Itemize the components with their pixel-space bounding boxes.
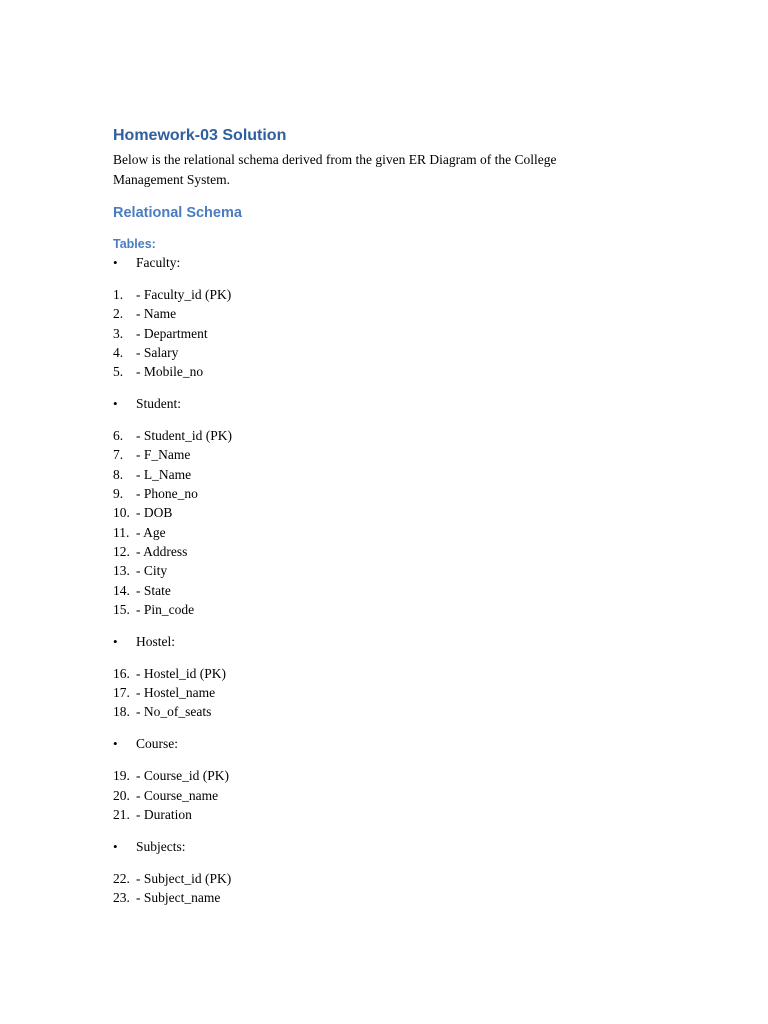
table-bullet-item (113, 632, 673, 651)
tables-list (113, 253, 673, 908)
table-name: Subjects: (136, 838, 186, 854)
field-name: - Hostel_id (PK) (136, 665, 226, 681)
field-list-item (113, 766, 673, 785)
bullet-icon: • (113, 255, 118, 270)
field-number: 20. (113, 787, 130, 803)
field-number: 9. (113, 486, 124, 502)
field-list-item (113, 362, 673, 381)
field-name: - Course_name (136, 787, 219, 803)
field-name: - Salary (136, 344, 179, 360)
field-number: 15. (113, 601, 130, 617)
field-list-item (113, 484, 673, 503)
field-name: - Faculty_id (PK) (136, 286, 232, 302)
field-list-item (113, 465, 673, 484)
field-name: - Age (136, 524, 166, 540)
field-number: 21. (113, 806, 130, 822)
field-list-item (113, 542, 673, 561)
table-name: Student: (136, 396, 182, 412)
field-number: 13. (113, 563, 130, 579)
field-list-item (113, 702, 673, 721)
table-bullet-item (113, 837, 673, 856)
bullet-icon: • (113, 396, 118, 412)
field-list-item (113, 600, 673, 619)
subsection-heading: Tables: (113, 237, 156, 251)
field-name: - Course_id (PK) (136, 768, 229, 784)
field-list-item (113, 805, 673, 824)
field-name: - DOB (136, 505, 173, 521)
field-number: 22. (113, 870, 130, 886)
field-number: 4. (113, 344, 124, 360)
field-list-item (113, 426, 673, 445)
field-list-item (113, 343, 673, 362)
field-name: - State (136, 582, 171, 598)
field-name: - Student_id (PK) (136, 428, 232, 444)
field-number: 2. (113, 306, 124, 322)
field-name: - Duration (136, 806, 192, 822)
field-list-item (113, 285, 673, 304)
field-list-item (113, 561, 673, 580)
field-number: 19. (113, 768, 130, 784)
field-name: - Subject_name (136, 890, 221, 906)
table-bullet-item (113, 394, 673, 413)
field-name: - Hostel_name (136, 685, 216, 701)
field-name: - Name (136, 306, 177, 322)
field-name: - City (136, 563, 168, 579)
document-page (113, 124, 673, 908)
field-name: - F_Name (136, 447, 191, 463)
field-name: - Mobile_no (136, 364, 204, 380)
field-number: 12. (113, 543, 130, 559)
field-name: - Pin_code (136, 601, 195, 617)
table-name: Hostel: (136, 633, 175, 649)
field-number: 14. (113, 582, 130, 598)
field-number: 1. (113, 286, 124, 302)
field-number: 8. (113, 466, 124, 482)
bullet-icon: • (113, 838, 118, 854)
field-list-item (113, 581, 673, 600)
field-number: 3. (113, 325, 124, 341)
field-list-item (113, 664, 673, 683)
table-name: Faculty: (136, 255, 181, 270)
field-name: - Subject_id (PK) (136, 870, 232, 886)
field-list-item (113, 888, 673, 907)
bullet-icon: • (113, 736, 118, 752)
field-number: 6. (113, 428, 124, 444)
field-list-item (113, 445, 673, 464)
field-number: 7. (113, 447, 124, 463)
field-number: 5. (113, 364, 124, 380)
field-name: - No_of_seats (136, 704, 212, 720)
field-list-item (113, 523, 673, 542)
field-list-item (113, 786, 673, 805)
field-list-item (113, 683, 673, 702)
field-list-item (113, 304, 673, 323)
bullet-icon: • (113, 633, 118, 649)
field-name: - Address (136, 543, 188, 559)
field-list-item (113, 324, 673, 343)
field-number: 11. (113, 524, 130, 540)
table-name: Course: (136, 736, 178, 752)
field-name: - Phone_no (136, 486, 198, 502)
field-name: - Department (136, 325, 208, 341)
intro-paragraph: Below is the relational schema derived from the given ER Diagram of the College Management System. (113, 152, 557, 187)
field-number: 17. (113, 685, 130, 701)
field-list-item (113, 503, 673, 522)
table-bullet-item (113, 253, 673, 272)
field-number: 10. (113, 505, 130, 521)
field-name: - L_Name (136, 466, 192, 482)
field-number: 16. (113, 665, 130, 681)
field-number: 23. (113, 890, 130, 906)
field-list-item (113, 869, 673, 888)
section-heading: Relational Schema (113, 205, 242, 221)
field-number: 18. (113, 704, 130, 720)
document-title: Homework-03 Solution (113, 127, 287, 144)
table-bullet-item (113, 734, 673, 753)
